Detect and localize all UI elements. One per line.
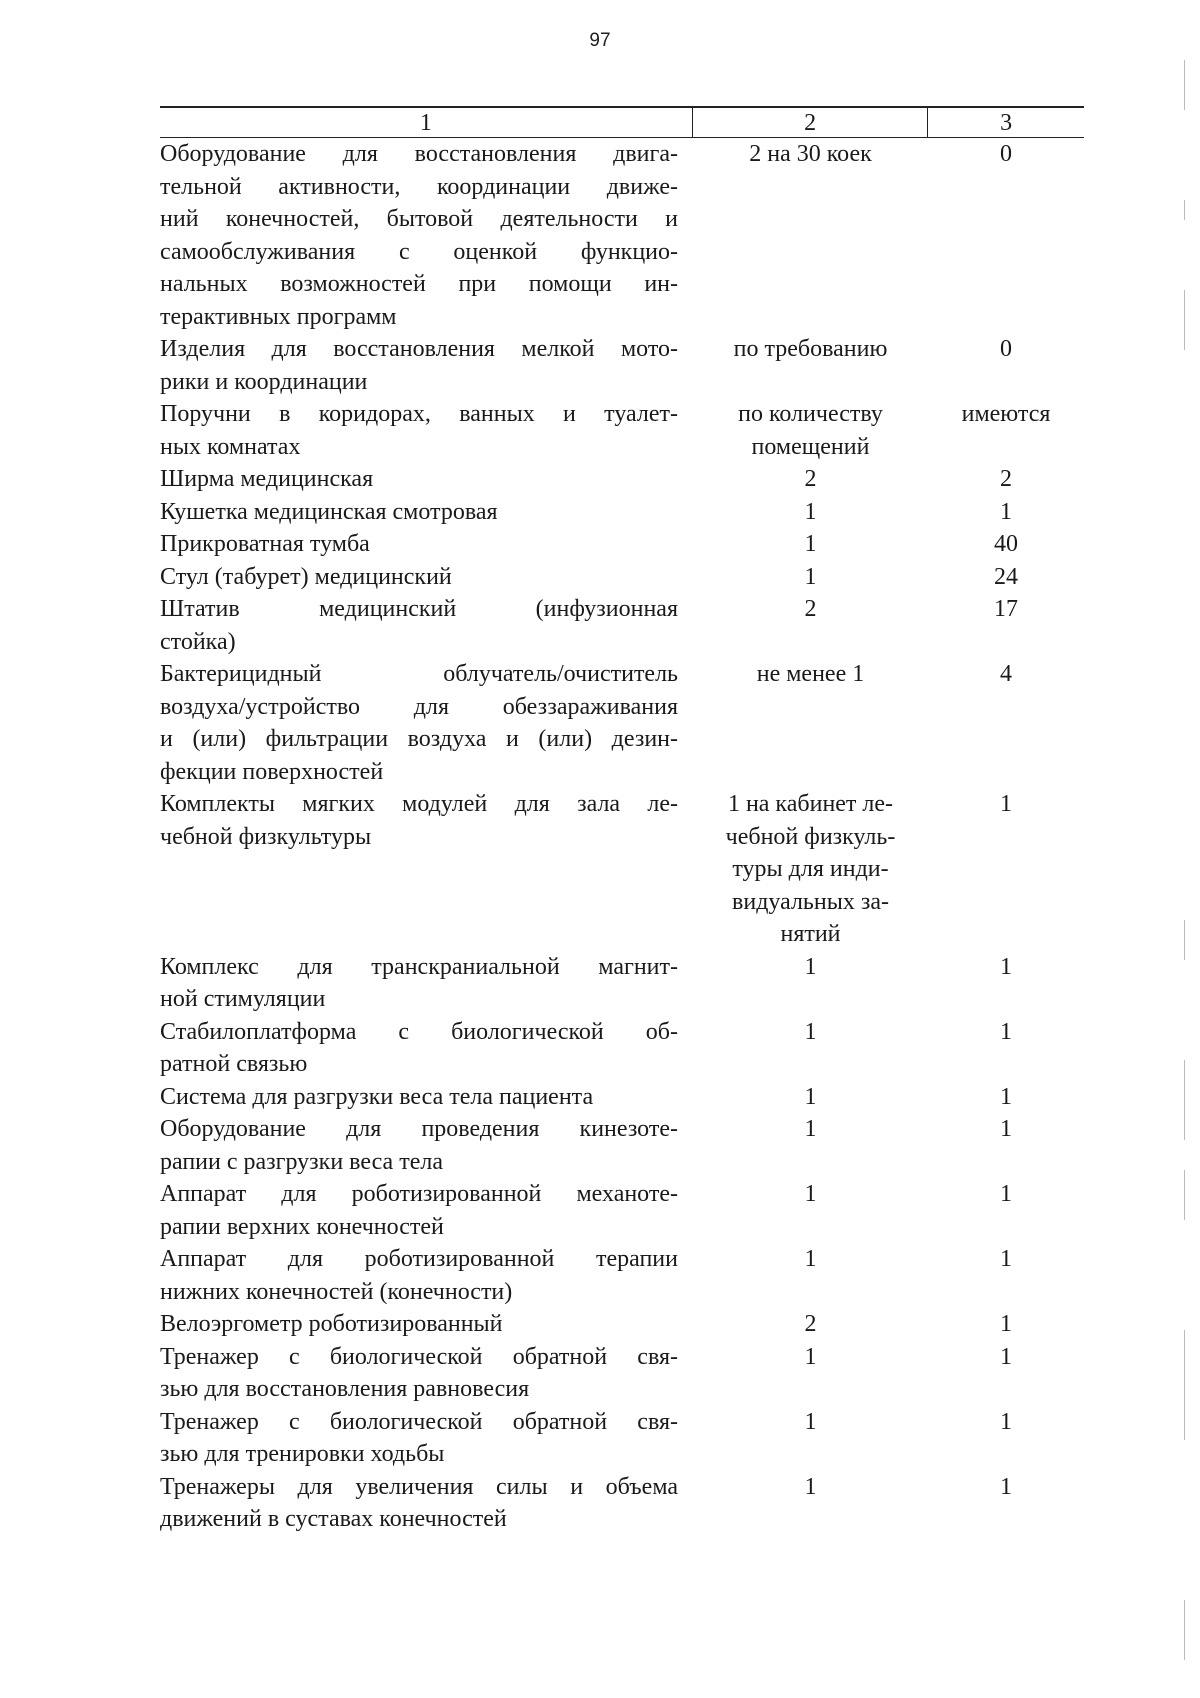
actual-cell xyxy=(928,1178,1084,1243)
table-row xyxy=(160,463,1084,496)
item-name-cell xyxy=(160,951,684,1016)
table-row xyxy=(160,398,1084,463)
header-col-3: 3 xyxy=(1000,110,1013,136)
cell-line: Изделия для восстановления мелкой мото- xyxy=(160,336,678,362)
cell-line: рапии верхних конечностей xyxy=(160,1213,444,1240)
norm-cell xyxy=(693,1243,928,1308)
actual-cell xyxy=(928,951,1084,1016)
item-name-cell xyxy=(160,658,684,788)
item-name-cell xyxy=(160,561,684,594)
cell-line: фекции поверхностей xyxy=(160,758,384,785)
cell-line: ной стимуляции xyxy=(160,986,326,1012)
cell-line: по количеству xyxy=(738,401,883,427)
cell-line: Комплекс для транскраниальной магнит- xyxy=(160,953,678,980)
cell-line: 2 на 30 коек xyxy=(749,141,872,167)
cell-line: 1 xyxy=(804,563,817,590)
cell-line: ний конечностей, бытовой деятельности и xyxy=(160,206,678,232)
cell-line: ных комнатах xyxy=(160,433,301,460)
header-col-1: 1 xyxy=(160,108,693,137)
actual-cell xyxy=(928,1341,1084,1406)
cell-line: 17 xyxy=(994,596,1018,622)
cell-line: 1 xyxy=(1000,1473,1012,1500)
cell-line: Аппарат для роботизированной терапии xyxy=(160,1246,678,1272)
norm-cell xyxy=(693,561,928,594)
norm-cell xyxy=(693,951,928,1016)
cell-line: 1 xyxy=(804,1246,817,1272)
cell-line: Тренажер с биологической обратной свя- xyxy=(160,1343,678,1370)
cell-line: 1 xyxy=(804,953,817,980)
norm-cell xyxy=(693,138,928,333)
cell-line: движений в суставах конечностей xyxy=(160,1506,507,1532)
cell-line: нальных возможностей при помощи ин- xyxy=(160,271,678,297)
cell-line: самообслуживания с оценкой функцио- xyxy=(160,238,678,265)
item-name-cell xyxy=(160,1113,684,1178)
cell-line: 2 xyxy=(804,596,817,622)
norm-cell xyxy=(693,398,928,463)
cell-line: 1 xyxy=(1000,1408,1012,1435)
actual-cell xyxy=(928,528,1084,561)
equipment-table xyxy=(160,106,1084,1536)
cell-line: 1 xyxy=(1000,1181,1012,1207)
cell-line: Поручни в коридорах, ванных и туалет- xyxy=(160,401,678,427)
table-row xyxy=(160,138,1084,333)
cell-line: 1 xyxy=(1000,498,1012,525)
cell-line: 1 xyxy=(804,1473,817,1500)
table-row xyxy=(160,1081,1084,1114)
cell-line: Стабилоплатформа с биологической об- xyxy=(160,1018,678,1045)
cell-line: Аппарат для роботизированной механоте- xyxy=(160,1181,678,1207)
table-row xyxy=(160,1341,1084,1406)
actual-cell xyxy=(928,1406,1084,1471)
cell-line: 2 xyxy=(1000,466,1012,492)
norm-cell xyxy=(693,593,928,658)
item-name-cell xyxy=(160,138,684,333)
actual-cell xyxy=(928,1113,1084,1178)
table-row xyxy=(160,1178,1084,1243)
page-number: 97 xyxy=(589,30,611,51)
cell-line: по требованию xyxy=(733,336,888,362)
cell-line: 1 xyxy=(1000,791,1012,817)
table-row xyxy=(160,593,1084,658)
table-row xyxy=(160,496,1084,529)
item-name-cell xyxy=(160,463,684,496)
norm-cell xyxy=(693,658,928,788)
actual-cell xyxy=(928,1308,1084,1341)
item-name-cell xyxy=(160,1471,684,1536)
item-name-cell xyxy=(160,1016,684,1081)
cell-line: Прикроватная тумба xyxy=(160,531,370,557)
table-row xyxy=(160,1471,1084,1536)
table-row xyxy=(160,788,1084,951)
cell-line: 1 xyxy=(804,1408,817,1435)
cell-line: Велоэргометр роботизированный xyxy=(160,1311,503,1337)
cell-line: 0 xyxy=(1000,336,1012,362)
cell-line: 1 xyxy=(804,1343,817,1370)
cell-line: 2 xyxy=(804,1311,817,1337)
norm-cell xyxy=(693,1081,928,1114)
item-name-cell xyxy=(160,1081,684,1114)
actual-cell xyxy=(928,1243,1084,1308)
item-name-cell xyxy=(160,496,684,529)
item-name-cell xyxy=(160,1178,684,1243)
norm-cell xyxy=(693,528,928,561)
cell-line: 1 xyxy=(804,1083,817,1110)
item-name-cell xyxy=(160,398,684,463)
cell-line: терактивных программ xyxy=(160,303,397,330)
cell-line: Кушетка медицинская смотровая xyxy=(160,498,498,525)
actual-cell xyxy=(928,1016,1084,1081)
actual-cell xyxy=(928,496,1084,529)
cell-line: зью для восстановления равновесия xyxy=(160,1376,530,1402)
actual-cell xyxy=(928,398,1084,463)
table-body xyxy=(160,138,1084,1536)
scan-margin-marks xyxy=(1182,0,1188,1698)
header-col-2: 2 xyxy=(693,108,928,137)
cell-line: 1 xyxy=(1000,1018,1012,1045)
cell-line: зью для тренировки ходьбы xyxy=(160,1441,445,1467)
cell-line: рики и координации xyxy=(160,368,368,395)
cell-line: 1 на кабинет ле- xyxy=(727,791,894,817)
table-row xyxy=(160,333,1084,398)
item-name-cell xyxy=(160,528,684,561)
table-row xyxy=(160,561,1084,594)
norm-cell xyxy=(693,1308,928,1341)
cell-line: 1 xyxy=(1000,953,1012,980)
cell-line: 1 xyxy=(804,1116,817,1142)
cell-line: 1 xyxy=(1000,1083,1012,1110)
cell-line: чебной физкультуры xyxy=(160,823,372,850)
table-row xyxy=(160,658,1084,788)
cell-line: 2 xyxy=(804,466,817,492)
cell-line: 1 xyxy=(1000,1343,1012,1370)
cell-line: 4 xyxy=(1000,661,1012,687)
table-row xyxy=(160,1016,1084,1081)
cell-line: Система для разгрузки веса тела пациента xyxy=(160,1083,594,1110)
cell-line: Ширма медицинская xyxy=(160,466,374,492)
cell-line: 0 xyxy=(1000,141,1012,167)
cell-line: не менее 1 xyxy=(756,661,865,687)
actual-cell xyxy=(928,561,1084,594)
cell-line: воздуха/устройство для обеззараживания xyxy=(160,693,678,720)
cell-line: ратной связью xyxy=(160,1051,308,1077)
cell-line: Штатив медицинский (инфузионная xyxy=(160,596,678,622)
cell-line: 1 xyxy=(1000,1311,1012,1337)
norm-cell xyxy=(693,463,928,496)
cell-line: Оборудование для восстановления двига- xyxy=(160,141,678,167)
actual-cell xyxy=(928,138,1084,333)
cell-line: 24 xyxy=(994,563,1018,590)
actual-cell xyxy=(928,333,1084,398)
cell-line: туры для инди- xyxy=(732,856,889,882)
cell-line: 1 xyxy=(1000,1246,1012,1272)
cell-line: имеются xyxy=(961,401,1051,427)
cell-line: и (или) фильтрации воздуха и (или) дезин- xyxy=(160,726,678,752)
cell-line: 1 xyxy=(804,498,817,525)
item-name-cell xyxy=(160,1406,684,1471)
actual-cell xyxy=(928,788,1084,951)
cell-line: чебной физкуль- xyxy=(725,823,896,850)
table-row xyxy=(160,1243,1084,1308)
norm-cell xyxy=(693,1471,928,1536)
actual-cell xyxy=(928,1471,1084,1536)
actual-cell xyxy=(928,593,1084,658)
cell-line: Бактерицидный облучатель/очиститель xyxy=(160,661,678,687)
table-row xyxy=(160,1113,1084,1178)
cell-line: Оборудование для проведения кинезоте- xyxy=(160,1116,678,1142)
item-name-cell xyxy=(160,1341,684,1406)
norm-cell xyxy=(693,496,928,529)
item-name-cell xyxy=(160,333,684,398)
cell-line: Комплекты мягких модулей для зала ле- xyxy=(160,791,678,817)
item-name-cell xyxy=(160,1243,684,1308)
norm-cell xyxy=(693,333,928,398)
table-row xyxy=(160,1308,1084,1341)
actual-cell xyxy=(928,463,1084,496)
cell-line: рапии с разгрузки веса тела xyxy=(160,1148,443,1175)
cell-line: нятий xyxy=(780,921,841,947)
cell-line: Тренажер с биологической обратной свя- xyxy=(160,1408,678,1435)
norm-cell xyxy=(693,1113,928,1178)
cell-line: Стул (табурет) медицинский xyxy=(160,563,452,590)
norm-cell xyxy=(693,1016,928,1081)
actual-cell xyxy=(928,658,1084,788)
table-row xyxy=(160,951,1084,1016)
actual-cell xyxy=(928,1081,1084,1114)
cell-line: Тренажеры для увеличения силы и объема xyxy=(160,1473,678,1500)
norm-cell xyxy=(693,1406,928,1471)
cell-line: 1 xyxy=(804,1018,817,1045)
cell-line: 40 xyxy=(994,531,1018,557)
cell-line: 1 xyxy=(1000,1116,1012,1142)
cell-line: видуальных за- xyxy=(732,888,889,915)
item-name-cell xyxy=(160,593,684,658)
table-row xyxy=(160,1406,1084,1471)
cell-line: 1 xyxy=(804,1181,817,1207)
cell-line: стойка) xyxy=(160,628,236,655)
norm-cell xyxy=(693,1341,928,1406)
cell-line: 1 xyxy=(804,531,817,557)
table-header xyxy=(160,106,1084,138)
norm-cell xyxy=(693,1178,928,1243)
cell-line: нижних конечностей (конечности) xyxy=(160,1278,513,1305)
cell-line: тельной активности, координации движе- xyxy=(160,173,678,200)
table-row xyxy=(160,528,1084,561)
norm-cell xyxy=(693,788,928,951)
cell-line: помещений xyxy=(751,433,870,460)
item-name-cell xyxy=(160,788,684,951)
item-name-cell xyxy=(160,1308,684,1341)
